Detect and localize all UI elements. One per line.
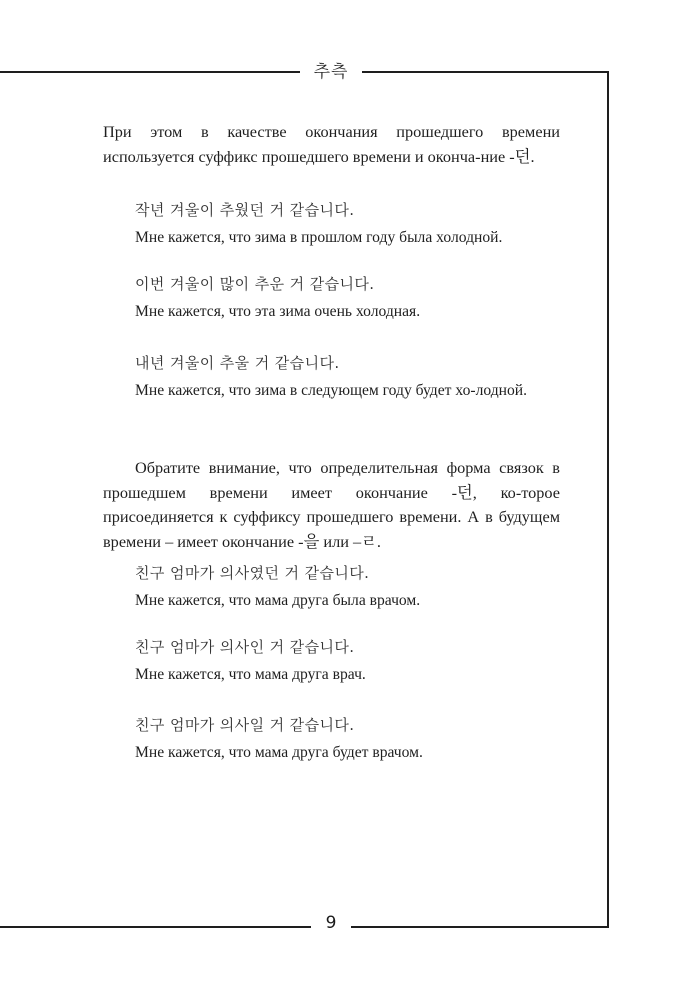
- note-paragraph: Обратите внимание, что определительная форма связок в прошедшем времени имеет окончание -던, ко-торое присоединяется к суффиксу прошедшего времени. А в будущем времени – имеет окончание -을 или –ㄹ.: [103, 458, 560, 551]
- russian-translation: Мне кажется, что зима в следующем году будет хо-лодной.: [135, 382, 528, 399]
- page-number: 9: [325, 913, 337, 933]
- russian-translation: Мне кажется, что мама друга врач.: [135, 666, 366, 683]
- russian-translation: Мне кажется, что мама друга была врачом.: [135, 592, 421, 609]
- korean-example: 친구 엄마가 의사였던 거 같습니다.: [135, 564, 370, 582]
- korean-example: 작년 겨울이 추웠던 거 같습니다.: [135, 201, 355, 219]
- russian-translation: Мне кажется, что мама друга будет врачом.: [135, 744, 423, 761]
- korean-example: 내년 겨울이 추울 거 같습니다.: [135, 354, 340, 372]
- korean-example: 친구 엄마가 의사인 거 같습니다.: [135, 638, 355, 656]
- russian-translation: Мне кажется, что зима в прошлом году была холодной.: [135, 229, 503, 246]
- intro-paragraph: При этом в качестве окончания прошедшего времени используется суффикс прошедшего времени и оконча-ние -던.: [103, 122, 560, 166]
- korean-example: 이번 겨울이 많이 추운 거 같습니다.: [135, 275, 375, 293]
- korean-example: 친구 엄마가 의사일 거 같습니다.: [135, 716, 355, 734]
- russian-translation: Мне кажется, что эта зима очень холодная.: [135, 303, 421, 320]
- chapter-title: 추측: [313, 62, 349, 82]
